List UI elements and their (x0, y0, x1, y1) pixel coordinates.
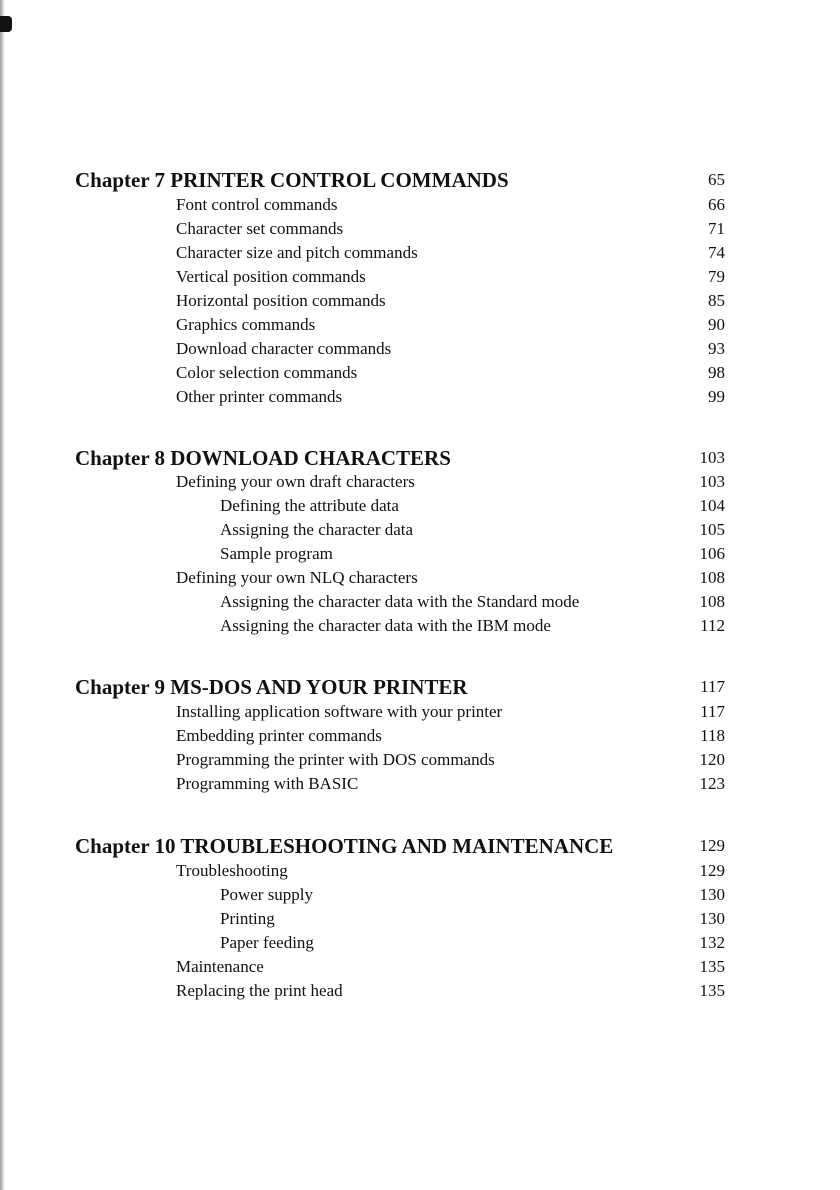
toc-entry-page: 112 (700, 616, 725, 635)
toc-entry: Character size and pitch commands (176, 243, 418, 262)
chapter-9-title: Chapter 9 MS-DOS AND YOUR PRINTER (75, 675, 468, 699)
toc-entry-page: 93 (708, 339, 725, 358)
toc-entry-page: 90 (708, 315, 725, 334)
toc-entry-page: 130 (699, 909, 725, 928)
toc-entry: Maintenance (176, 957, 264, 976)
toc-entry: Vertical position commands (176, 267, 366, 286)
toc-entry: Font control commands (176, 195, 338, 214)
toc-entry-page: 108 (699, 568, 725, 587)
chapter-8-title: Chapter 8 DOWNLOAD CHARACTERS (75, 446, 451, 470)
toc-entry-page: 108 (699, 592, 725, 611)
toc-entry: Programming the printer with DOS commands (176, 750, 495, 769)
toc-entry: Programming with BASIC (176, 774, 359, 793)
toc-entry: Defining your own draft characters (176, 472, 415, 491)
toc-entry-page: 79 (708, 267, 725, 286)
toc-subentry: Assigning the character data (220, 520, 414, 539)
toc-entry: Other printer commands (176, 387, 343, 406)
toc-entry-page: 123 (699, 774, 725, 793)
toc-entry-page: 98 (708, 363, 725, 382)
toc-entry-page: 135 (699, 957, 725, 976)
toc-entry-page: 74 (708, 243, 725, 262)
toc-entry: Defining your own NLQ characters (176, 568, 418, 587)
toc-entry-page: 106 (699, 544, 725, 563)
toc-entry: Color selection commands (176, 363, 358, 382)
chapter-10-title: Chapter 10 TROUBLESHOOTING AND MAINTENANCE (75, 834, 614, 858)
toc-entry-page: 71 (708, 219, 725, 238)
toc-subentry: Assigning the character data with the IBM mode (220, 616, 551, 635)
toc-entry: Embedding printer commands (176, 726, 382, 745)
toc-entry-page: 104 (699, 496, 725, 515)
toc-subentry: Printing (220, 909, 275, 928)
toc-entry-page: 130 (699, 885, 725, 904)
chapter-10-page: 129 (699, 836, 725, 855)
toc-entry-page: 105 (699, 520, 725, 539)
toc-subentry: Defining the attribute data (220, 496, 399, 515)
toc-entry: Troubleshooting (176, 861, 288, 880)
toc-entry-page: 132 (699, 933, 725, 952)
toc-entry: Download character commands (176, 339, 392, 358)
toc-subentry: Assigning the character data with the Standard mode (220, 592, 580, 611)
toc-entry: Horizontal position commands (176, 291, 386, 310)
chapter-8-page: 103 (699, 448, 725, 467)
toc-subentry: Power supply (220, 885, 314, 904)
toc-entry-page: 117 (700, 702, 725, 721)
toc-subentry: Sample program (220, 544, 333, 563)
toc-entry-page: 99 (708, 387, 725, 406)
toc-entry-page: 85 (708, 291, 725, 310)
toc-entry: Character set commands (176, 219, 344, 238)
toc-entry-page: 120 (699, 750, 725, 769)
toc-entry-page: 103 (699, 472, 725, 491)
toc-entry-page: 118 (700, 726, 725, 745)
chapter-7-title: Chapter 7 PRINTER CONTROL COMMANDS (75, 168, 509, 192)
chapter-7-page: 65 (708, 170, 725, 189)
toc-entry: Replacing the print head (176, 981, 343, 1000)
toc-entry: Installing application software with your printer (176, 702, 503, 721)
toc-entry: Graphics commands (176, 315, 316, 334)
toc-subentry: Paper feeding (220, 933, 314, 952)
chapter-9-page: 117 (700, 677, 725, 696)
toc-entry-page: 135 (699, 981, 725, 1000)
toc-entry-page: 66 (708, 195, 725, 214)
toc-entry-page: 129 (699, 861, 725, 880)
